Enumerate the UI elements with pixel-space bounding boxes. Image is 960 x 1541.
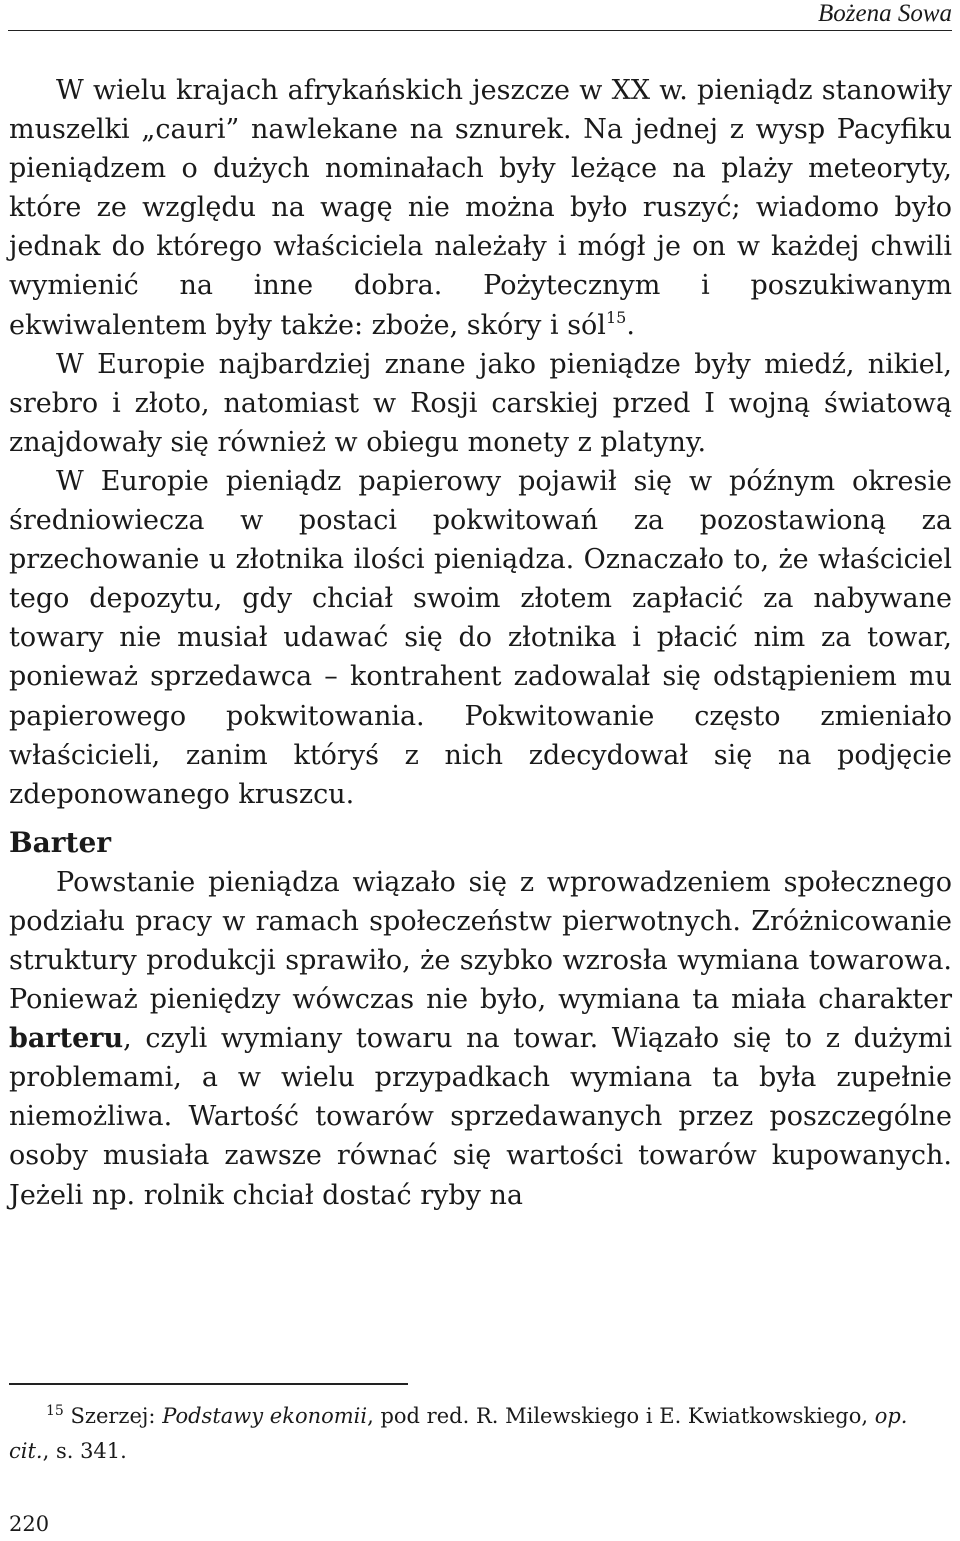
paragraph-text: Powstanie pieniądza wiązało się z wprowadzeniem społecznego podziału pracy w ramach społeczeństw pierwotnych. Zróżnicowanie struktury produkcji sprawiło, że szybko wzrosła wymiana towarowa. Ponieważ pieniędzy wówczas nie było, wymiana ta miała charakter (9, 866, 952, 1016)
footnote-page-ref: , s. 341. (42, 1439, 127, 1463)
paragraph-metal-money: W Europie najbardziej znane jako pieniądze były miedź, nikiel, srebro i złoto, natomiast w Rosji carskiej przed I wojną światową znajdowały się również w obiegu monety z platyny. (9, 348, 952, 458)
paragraph-paper-money: W Europie pieniądz papierowy pojawił się w późnym okresie średniowiecza w postaci pokwitowań za pozostawioną za przechowanie u złotnika ilości pieniądza. Oznaczało to, że właściciel tego depozytu, gdy chciał swoim złotem zapłacić za nabywane towary nie musiał udawać się do złotnika i płacić nim za towar, ponieważ sprzedawca – kontrahent zadowalał się odstąpieniem mu papierowego pokwitowania. Pokwitowanie często zmieniało właścicieli, zanim któryś z nich zdecydował się na podjęcie zdeponowanego kruszcu. (9, 465, 952, 810)
bold-term-barteru: barteru (9, 1023, 124, 1055)
paragraph-end: . (626, 309, 635, 341)
footnote-number: 15 (46, 1403, 64, 1419)
main-text (9, 71, 952, 1215)
paragraph-currency-examples (9, 71, 952, 345)
running-header-author: Bożena Sowa (817, 0, 952, 27)
section-heading-barter: Barter (9, 825, 112, 859)
paragraph-text-continued: , czyli wymiany towaru na towar. Wiązało się to z dużymi problemami, a w wielu przypadkach wymiana ta była zupełnie niemożliwa. Wartość towarów sprzedawanych przez poszczególne osoby musiała zawsze równać się wartości towarów kupowanych. Jeżeli np. rolnik chciał dostać ryby na (9, 1023, 952, 1211)
footnote-15 (9, 1399, 952, 1469)
paragraph-text: W wielu krajach afrykańskich jeszcze w XX w. pieniądz stanowiły muszelki „cauri” nawlekane na sznurek. Na jednej z wysp Pacyfiku pieniądzem o dużych nominałach były leżące na plaży meteoryty, które ze względu na wagę nie można było ruszyć; wiadomo było jednak do którego właściciela należały i mógł je on w każdej chwili wymienić na inne dobra. Pożytecznym i poszukiwanym ekwiwalentem były także: zboże, skóry i sól (9, 75, 952, 341)
footnote-editors: , pod red. R. Milewskiego i E. Kwiatkowskiego, (367, 1404, 875, 1428)
footnote-book-title: Podstawy ekonomii (162, 1404, 368, 1428)
footnote-divider (9, 1383, 408, 1385)
footnote-prefix: Szerzej: (70, 1404, 163, 1428)
page-number: 220 (9, 1512, 50, 1536)
header-divider (8, 30, 952, 31)
paragraph-barter (9, 863, 952, 1215)
footnote-op-cit: op. cit. (9, 1404, 908, 1463)
footnote-reference[interactable]: 15 (605, 307, 627, 327)
